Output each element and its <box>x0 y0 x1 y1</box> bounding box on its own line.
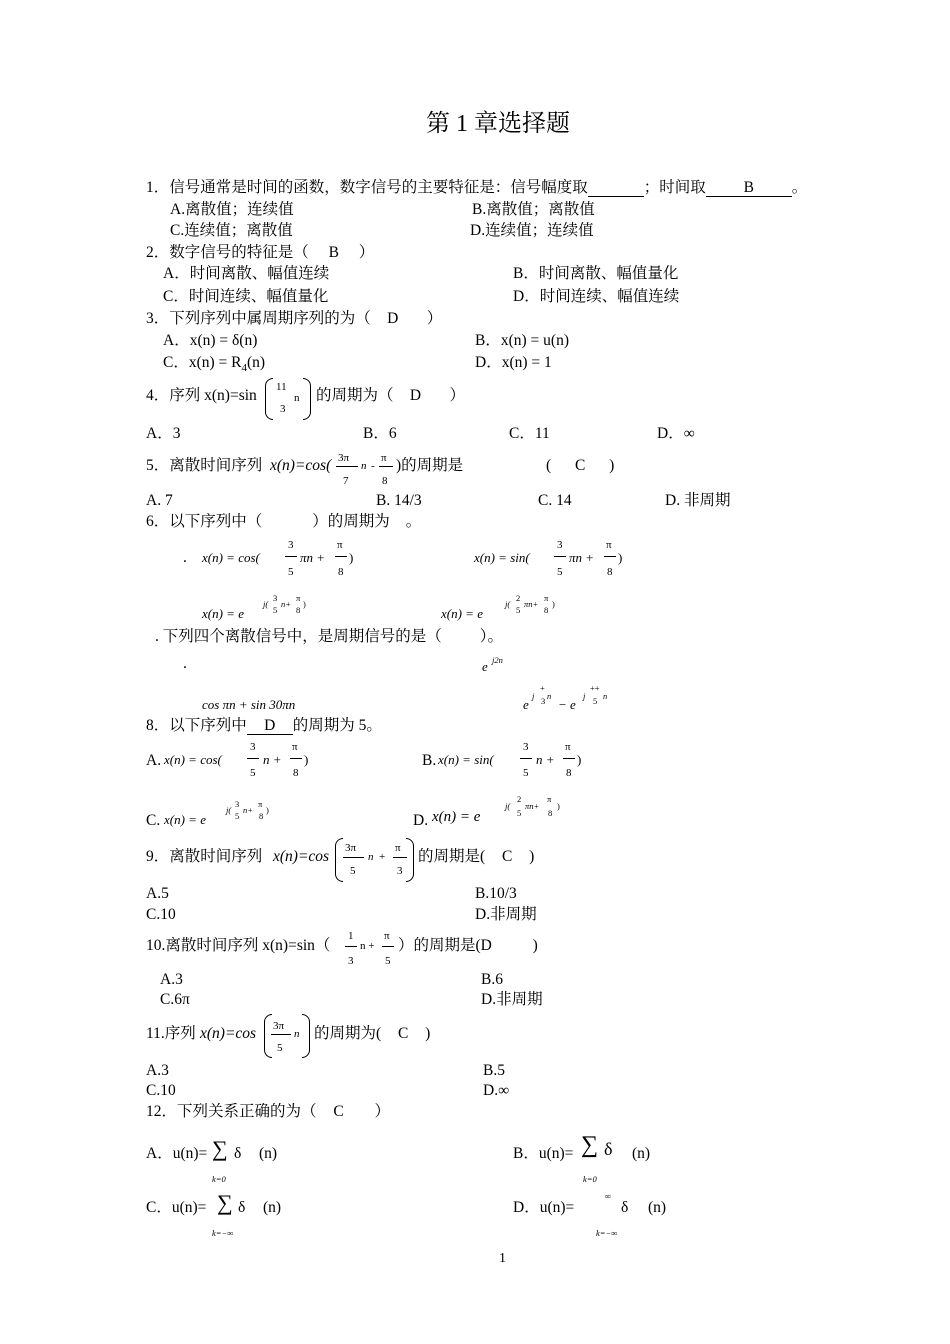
q12-b-limit: k=0 <box>583 1174 597 1184</box>
q8-c-a: 3 <box>235 799 240 809</box>
q9-den1: 5 <box>350 865 356 877</box>
q6-f2-end: ) <box>618 550 623 565</box>
q12-c-limit: k=−∞ <box>212 1228 234 1238</box>
q10-den2: 5 <box>385 955 391 967</box>
q7-f1: e <box>482 659 488 674</box>
q12-d-limit: k=−∞ <box>596 1228 618 1238</box>
q8-c-e: 8 <box>259 811 264 821</box>
q8-option-c-label: C. <box>146 812 161 829</box>
q9-answer: C <box>502 848 513 865</box>
q2-option-b: B．时间离散、幅值量化 <box>513 265 679 282</box>
q11-function: x(n)=cos <box>200 1025 257 1042</box>
q2-answer: B <box>328 244 339 261</box>
q6-f1-den2: 8 <box>338 566 344 578</box>
q7-stem: . 下列四个离散信号中，是周期信号的是（ ）。 <box>155 628 504 645</box>
q11-tail: 的周期为( C ) <box>314 1025 431 1042</box>
q12-option-c-label: C．u(n)= <box>146 1199 207 1216</box>
q10-num2: π <box>384 930 390 942</box>
q1-option-c: C.连续值；离散值 <box>170 222 293 239</box>
q7-f2: cos πn + sin 30πn <box>202 697 296 712</box>
q3-answer: D <box>387 310 399 327</box>
q9-option-d: D.非周期 <box>475 906 537 923</box>
q9-function: x(n)=cos <box>273 848 330 865</box>
q6-f4-exp: j( <box>505 599 511 609</box>
q10-option-c: C.6π <box>160 991 190 1008</box>
q8-c-g: ) <box>266 805 269 815</box>
q6-f4-a: 2 <box>516 593 521 603</box>
q3-option-c: C．$x(n) = R_4(n)$ <box>163 354 266 375</box>
q12-c-delta: δ <box>238 1199 246 1216</box>
q5-op: - <box>371 460 375 472</box>
q10-var: n + <box>360 940 375 952</box>
q8-a-den: 5 <box>250 767 256 779</box>
q12-option-a-label: A．u(n)= <box>146 1145 208 1162</box>
q9-right-paren <box>406 838 414 882</box>
q5-var: n <box>361 460 367 472</box>
q8-d-e: 8 <box>548 808 553 818</box>
q5-den2: 8 <box>382 475 388 487</box>
q4-option-a: A．3 <box>146 425 181 442</box>
q8-a-bar2 <box>290 758 302 759</box>
q11-option-c: C.10 <box>146 1082 176 1099</box>
q8-b-num: 3 <box>523 741 529 753</box>
q9-frac-bar1 <box>343 857 364 858</box>
q6-f2-mid: πn + <box>569 550 595 565</box>
q8-a-num: 3 <box>250 741 256 753</box>
q6-f1-num2: π <box>337 539 343 551</box>
q7-f1-exp: j2n <box>492 655 503 665</box>
q5-frac-bar1 <box>336 466 358 467</box>
q6-f2-den: 5 <box>557 566 563 578</box>
q8-a-num2: π <box>292 741 298 753</box>
q3-option-d: D．x(n) = 1 <box>475 354 552 371</box>
q5-option-d: D. 非周期 <box>665 492 731 509</box>
q6-bullet: . <box>183 549 187 566</box>
q7-f3-x2a: j <box>583 691 586 701</box>
q6-f1-mid: πn + <box>300 550 326 565</box>
q10-num1: 1 <box>348 930 354 942</box>
q6-f2-bar2 <box>604 556 616 557</box>
q6-f4: x(n) = e <box>441 606 483 621</box>
q12-b-delta: δ <box>604 1139 613 1159</box>
q4-answer: D <box>409 387 422 404</box>
q8-c-d: π <box>258 799 263 809</box>
q6-f3-e: 8 <box>296 605 301 615</box>
q12-option-b-label: B．u(n)= <box>513 1145 574 1162</box>
q11-left-paren <box>264 1014 272 1058</box>
q7-f3-x2b: 5 <box>593 696 598 706</box>
q7-bullet: . <box>183 655 187 672</box>
q5-option-a: A. 7 <box>146 492 173 509</box>
q12-a-arg: (n) <box>259 1145 278 1162</box>
q8-option-c-func: x(n) = e <box>164 812 206 827</box>
q8-a-bar <box>247 758 259 759</box>
q4-stem: 4．序列 x(n)=sin <box>146 387 257 404</box>
q6-f4-c: πn+ <box>524 599 539 609</box>
q12-d-upper: ∞ <box>605 1191 612 1201</box>
q11-option-a: A.3 <box>146 1062 169 1079</box>
q8-option-b-func: x(n) = sin( <box>438 752 494 767</box>
q4-right-paren <box>303 378 311 420</box>
q6-f4-d: π <box>544 593 549 603</box>
q8-d-d: π <box>547 794 552 804</box>
q9-option-a: A.5 <box>146 885 169 902</box>
q12-a-limit: k=0 <box>212 1174 226 1184</box>
q5-den1: 7 <box>343 475 349 487</box>
q6-f1-num: 3 <box>288 539 294 551</box>
q4-var: n <box>294 392 300 404</box>
q11-den1: 5 <box>277 1042 283 1054</box>
q8-d-exp: j( <box>505 801 511 811</box>
q2-option-a: A．时间离散、幅值连续 <box>163 265 330 282</box>
q5-stem: 5．离散时间序列 <box>146 457 263 474</box>
q6-f3-c: n+ <box>281 599 291 609</box>
q5-frac-bar2 <box>379 466 393 467</box>
q6-stem: 6．以下序列中（ ）的周期为 。 <box>146 513 422 530</box>
q9-option-b: B.10/3 <box>475 885 517 902</box>
q8-b-bar <box>520 758 532 759</box>
q8-d-b: 5 <box>517 808 522 818</box>
q6-f3: x(n) = e <box>202 606 244 621</box>
q8-option-d-func: x(n) = e <box>432 809 481 825</box>
q10-option-b: B.6 <box>481 971 503 988</box>
q8-b-num2: π <box>565 741 571 753</box>
q6-f2-num: 3 <box>557 539 563 551</box>
q10-stem: 10.离散时间序列 x(n)=sin（ <box>146 937 331 954</box>
q8-b-den2: 8 <box>566 767 572 779</box>
q7-f3-frac: ++ <box>590 683 600 693</box>
q6-f2: x(n) = sin( <box>474 550 530 565</box>
q6-f2-num2: π <box>606 539 612 551</box>
q9-num1: 3π <box>345 842 357 854</box>
q12-option-d-label: D．u(n)= <box>513 1199 575 1216</box>
q11-option-b: B.5 <box>483 1062 505 1079</box>
q4-fraction-num: 11 <box>276 381 287 393</box>
q1-blank2: B <box>706 180 792 197</box>
q3-option-b: B．x(n) = u(n) <box>475 332 569 349</box>
q9-num2: π <box>395 842 401 854</box>
q12-a-delta: δ <box>234 1145 242 1162</box>
q12-answer: C <box>333 1103 344 1120</box>
q9-den2: 3 <box>397 865 403 877</box>
q8-b-mid: n + <box>536 752 555 767</box>
q8-b-den: 5 <box>523 767 529 779</box>
q11-frac-bar <box>271 1034 291 1035</box>
q7-f3-e1: e <box>523 697 529 712</box>
q12-d-delta: δ <box>621 1199 629 1216</box>
q11-var: n <box>294 1028 300 1040</box>
q4-left-paren <box>265 378 273 420</box>
q5-function: x(n)=cos( <box>270 457 332 474</box>
q11-option-d: D.∞ <box>483 1082 510 1099</box>
q2-stem: 2．数字信号的特征是（ B ） <box>146 244 375 261</box>
page-title: 第 1 章选择题 <box>426 111 570 137</box>
q6-f1: x(n) = cos( <box>202 550 260 565</box>
q6-f3-f: ) <box>303 599 306 609</box>
q9-option-c: C.10 <box>146 906 176 923</box>
q9-left-paren <box>335 838 343 882</box>
q1-option-d: D.连续值；连续值 <box>470 222 594 239</box>
q9-tail: 的周期是( C ) <box>418 848 535 865</box>
q7-f3-x1a: j <box>532 691 535 701</box>
q8-b-bar2 <box>563 758 575 759</box>
q1-stem: 1．信号通常是时间的函数，数字信号的主要特征是：信号幅度取 ；时间取 B 。 <box>146 179 808 196</box>
q1-option-b: B.离散值；离散值 <box>472 201 595 218</box>
q5-answer: ( C ) <box>546 457 615 474</box>
q1-blank1 <box>588 180 644 197</box>
q8-a-den2: 8 <box>293 767 299 779</box>
q8-d-c: πn+ <box>525 801 540 811</box>
q10-option-a: A.3 <box>160 971 183 988</box>
q10-option-d: D.非周期 <box>481 991 543 1008</box>
q3-stem: 3．下列序列中属周期序列的为（ D ） <box>146 310 443 327</box>
q6-f1-den: 5 <box>288 566 294 578</box>
q6-f3-a: 3 <box>273 593 278 603</box>
q5-num1: 3π <box>338 452 350 464</box>
q7-f3-x2c: n <box>603 691 608 701</box>
q3-option-a: A．x(n) = δ(n) <box>163 332 258 349</box>
q8-b-end: ) <box>577 752 582 767</box>
q11-right-paren <box>302 1014 310 1058</box>
q7-f3-x1c: n <box>547 691 552 701</box>
q4-tail: 的周期为（ D ） <box>316 387 466 404</box>
q8-a-mid: n + <box>263 752 282 767</box>
q8-option-a-label: A. <box>146 752 162 769</box>
q12-stem: 12．下列关系正确的为（ C ） <box>146 1103 391 1120</box>
q1-option-a: A.离散值；连续值 <box>170 201 294 218</box>
q6-f1-bar <box>285 556 297 557</box>
q12-b-sum-icon: ∑ <box>581 1132 599 1158</box>
q8-stem: 8．以下序列中 D 的周期为 5。 <box>146 717 382 734</box>
page-number: 1 <box>499 1251 506 1266</box>
q2-option-c: C．时间连续、幅值量化 <box>163 288 329 305</box>
q12-c-arg: (n) <box>263 1199 282 1216</box>
q10-tail: ）的周期是(D ) <box>398 937 538 954</box>
q2-option-d: D．时间连续、幅值连续 <box>513 288 680 305</box>
q10-answer: D <box>480 937 492 954</box>
q5-num2: π <box>381 452 387 464</box>
q12-d-arg: (n) <box>648 1199 667 1216</box>
q4-option-b: B．6 <box>363 425 397 442</box>
q11-stem: 11.序列 <box>146 1025 196 1042</box>
q11-num1: 3π <box>273 1020 285 1032</box>
q10-frac-bar1 <box>345 946 357 947</box>
q8-option-a-func: x(n) = cos( <box>164 752 222 767</box>
q5-tail: )的周期是 <box>396 457 464 474</box>
q12-b-arg: (n) <box>632 1145 651 1162</box>
q6-f4-e: 8 <box>544 605 549 615</box>
q12-a-sum-icon: ∑ <box>212 1136 228 1161</box>
q6-f3-d: π <box>296 593 301 603</box>
q8-c-c: n+ <box>243 805 253 815</box>
q10-frac-bar2 <box>382 946 394 947</box>
q10-den1: 3 <box>348 955 354 967</box>
q9-op: + <box>379 851 386 863</box>
q8-a-end: ) <box>304 752 309 767</box>
q4-fraction-den: 3 <box>280 403 286 415</box>
q6-f3-exp: j( <box>263 599 269 609</box>
q5-option-b: B. 14/3 <box>376 492 422 509</box>
q8-c-b: 5 <box>235 811 240 821</box>
q8-d-a: 2 <box>517 794 522 804</box>
q4-option-c: C．11 <box>509 425 550 442</box>
q7-f3-x1b: 3 <box>541 696 546 706</box>
q8-c-exp: j( <box>226 805 232 815</box>
q4-option-d: D．∞ <box>657 425 695 442</box>
q7-f3-plus: + <box>540 683 545 693</box>
q9-frac-bar2 <box>393 857 407 858</box>
q6-f2-den2: 8 <box>607 566 613 578</box>
q5-option-c: C. 14 <box>538 492 572 509</box>
q11-answer: C <box>398 1025 409 1042</box>
q7-f3-mid: − e <box>558 697 576 712</box>
q8-d-g: ) <box>557 801 560 811</box>
q6-f1-end: ) <box>349 550 354 565</box>
q6-f1-bar2 <box>335 556 347 557</box>
q8-answer: D <box>247 718 293 735</box>
q12-c-sum-icon: ∑ <box>217 1190 233 1215</box>
q6-f3-b: 5 <box>273 605 278 615</box>
q6-f4-f: ) <box>552 599 555 609</box>
q6-f4-b: 5 <box>516 605 521 615</box>
q9-var: n <box>368 851 374 863</box>
q8-option-d-label: D. <box>413 812 429 829</box>
q8-option-b-label: B. <box>422 752 437 769</box>
q6-f2-bar <box>554 556 566 557</box>
q9-stem: 9．离散时间序列 <box>146 848 263 865</box>
